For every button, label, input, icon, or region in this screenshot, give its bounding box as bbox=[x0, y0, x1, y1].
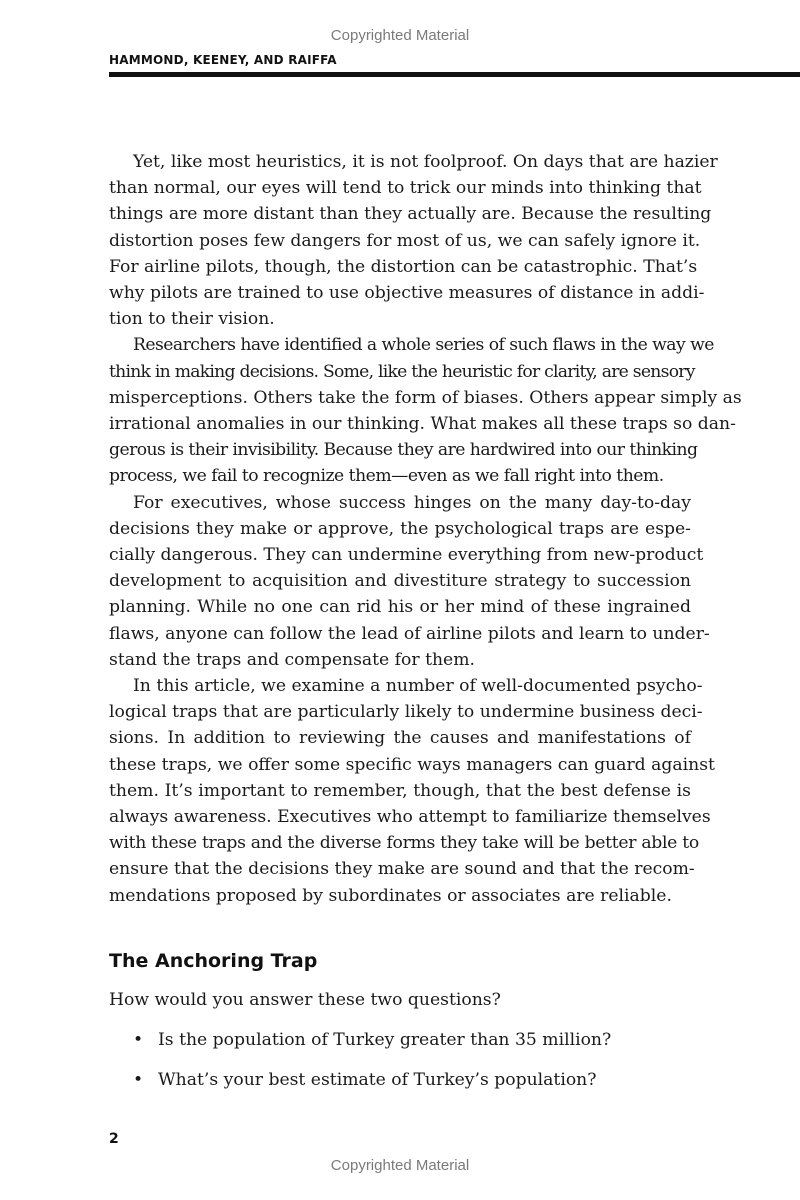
text-line: things are more distant than they actually are. Because the resulting bbox=[109, 204, 712, 225]
bullet-icon: • bbox=[133, 1070, 144, 1090]
list-item-text: Is the population of Turkey greater than 35 million? bbox=[158, 1030, 612, 1050]
copyright-watermark-top: Copyrighted Material bbox=[330, 27, 470, 44]
text-line: planning. While no one can rid his or her mind of these ingrained bbox=[109, 597, 691, 618]
text-line: process, we fail to recognize them—even as we fall right into them. bbox=[109, 466, 664, 487]
list-item bbox=[109, 1030, 611, 1070]
running-head: HAMMOND, KEENEY, AND RAIFFA bbox=[109, 53, 337, 67]
text-line: logical traps that are particularly likely to undermine business deci- bbox=[109, 702, 703, 723]
text-line: For executives, whose success hinges on the many day-to-day bbox=[133, 492, 691, 513]
paragraph bbox=[109, 332, 742, 489]
text-line: development to acquisition and divestiture strategy to succession bbox=[109, 571, 691, 592]
text-line: irrational anomalies in our thinking. What makes all these traps so dan- bbox=[109, 414, 736, 435]
section-intro: How would you answer these two questions? bbox=[109, 990, 501, 1010]
text-line: why pilots are trained to use objective measures of distance in addi- bbox=[109, 283, 705, 304]
page-number: 2 bbox=[109, 1131, 119, 1147]
paragraph bbox=[109, 149, 718, 332]
text-line: with these traps and the diverse forms they take will be better able to bbox=[109, 833, 699, 854]
text-line: stand the traps and compensate for them. bbox=[109, 649, 475, 670]
question-list bbox=[109, 1030, 611, 1110]
list-item-text: What’s your best estimate of Turkey’s population? bbox=[158, 1070, 597, 1090]
section-heading: The Anchoring Trap bbox=[109, 950, 318, 972]
text-line: them. It’s important to remember, though, that the best defense is bbox=[109, 780, 691, 801]
text-line: tion to their vision. bbox=[109, 309, 275, 330]
paragraph bbox=[109, 490, 710, 673]
text-line: decisions they make or approve, the psychological traps are espe- bbox=[109, 518, 691, 539]
text-line: think in making decisions. Some, like the heuristic for clarity, are sensory bbox=[109, 361, 695, 382]
text-line: For airline pilots, though, the distortion can be catastrophic. That’s bbox=[109, 256, 698, 277]
header-rule bbox=[109, 72, 800, 77]
text-line: than normal, our eyes will tend to trick our minds into thinking that bbox=[109, 178, 702, 199]
text-line: gerous is their invisibility. Because they are hardwired into our thinking bbox=[109, 440, 698, 461]
text-line: In this article, we examine a number of well-documented psycho- bbox=[133, 676, 703, 697]
paragraph bbox=[109, 673, 715, 909]
text-line: these traps, we offer some specific ways managers can guard against bbox=[109, 754, 715, 775]
bullet-icon: • bbox=[133, 1030, 144, 1050]
text-line: misperceptions. Others take the form of biases. Others appear simply as bbox=[109, 387, 742, 408]
text-line: Yet, like most heuristics, it is not foolproof. On days that are hazier bbox=[133, 152, 718, 172]
text-line: distortion poses few dangers for most of us, we can safely ignore it. bbox=[109, 230, 701, 251]
text-line: flaws, anyone can follow the lead of airline pilots and learn to under- bbox=[109, 623, 710, 644]
copyright-watermark-bottom: Copyrighted Material bbox=[330, 1157, 470, 1174]
text-line: sions. In addition to reviewing the causes and manifestations of bbox=[109, 728, 691, 749]
text-line: cially dangerous. They can undermine everything from new-product bbox=[109, 545, 704, 566]
text-line: Researchers have identified a whole series of such flaws in the way we bbox=[133, 335, 714, 356]
list-item bbox=[109, 1070, 611, 1110]
text-line: always awareness. Executives who attempt to familiarize themselves bbox=[109, 807, 711, 828]
text-line: ensure that the decisions they make are sound and that the recom- bbox=[109, 859, 695, 880]
body-text bbox=[109, 149, 742, 909]
text-line: mendations proposed by subordinates or associates are reliable. bbox=[109, 885, 672, 906]
